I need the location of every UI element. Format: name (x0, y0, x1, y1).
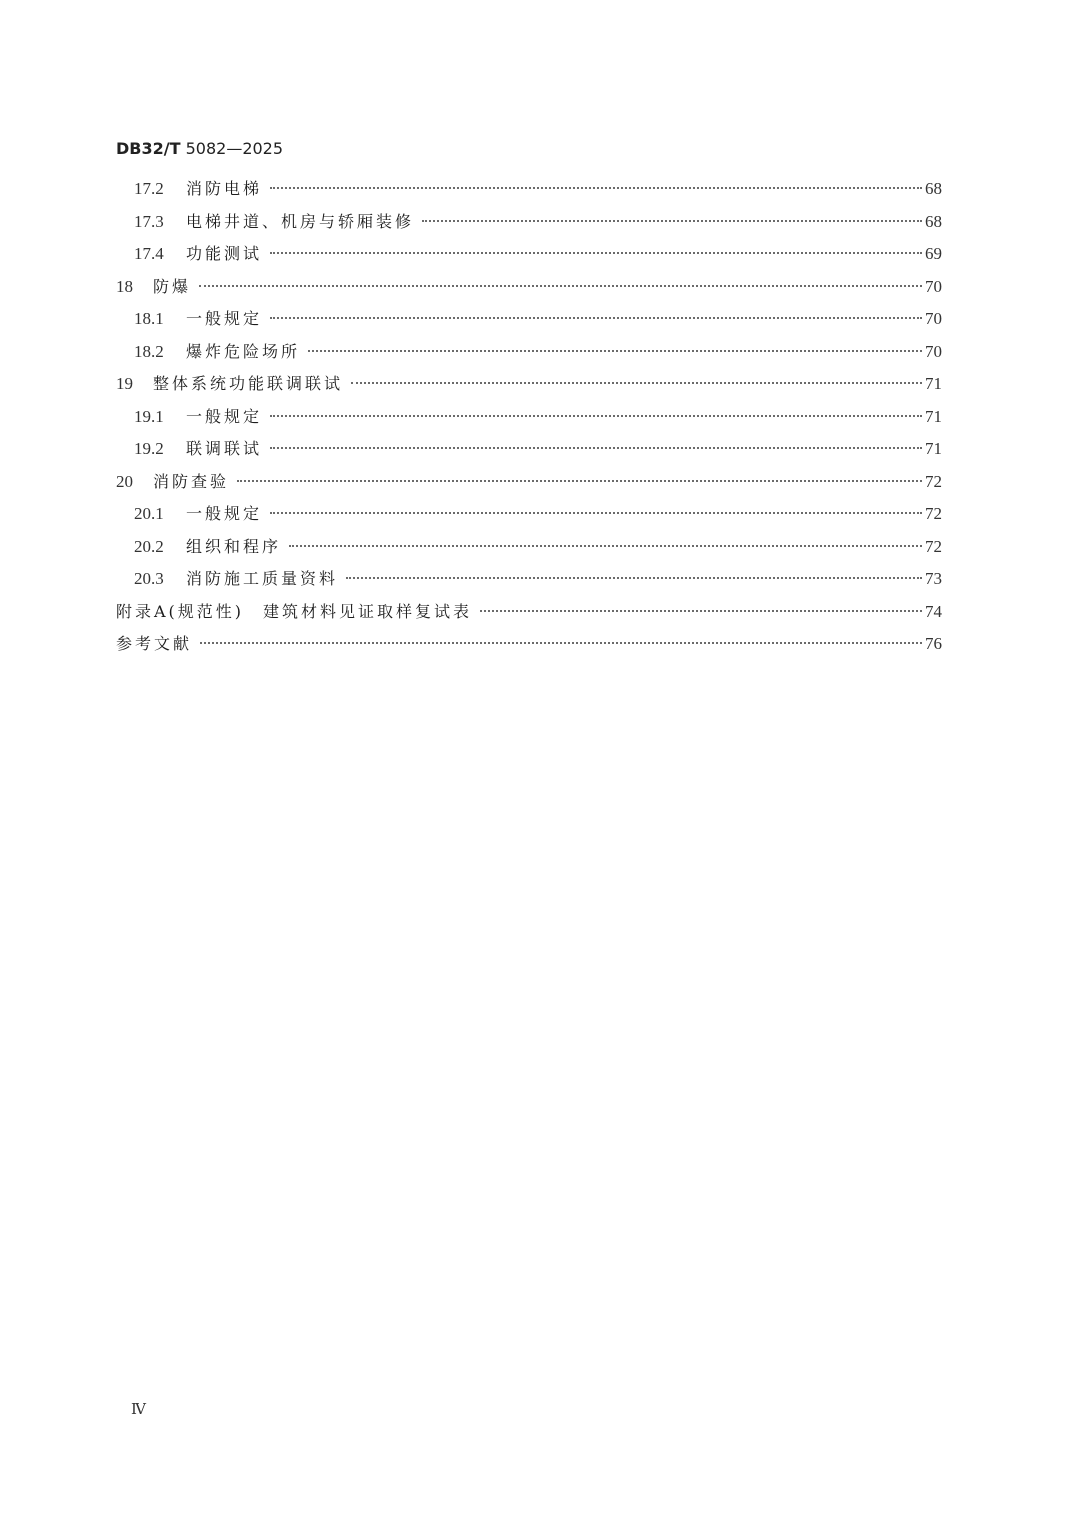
dot-leader (422, 219, 922, 222)
toc-entry-page: 71 (925, 439, 942, 458)
toc-entry-number: 19.1 (134, 406, 164, 426)
toc-entry[interactable] (116, 339, 942, 372)
toc-entry[interactable] (116, 469, 942, 502)
document-code (116, 138, 283, 160)
toc-entry-page: 71 (925, 374, 942, 393)
toc-entry-number: 17.3 (134, 211, 164, 231)
page-number: Ⅳ (131, 1402, 146, 1418)
toc-entry-title: 爆炸危险场所 (186, 341, 301, 361)
toc-entry-title: 功能测试 (186, 244, 263, 263)
toc-entry-page: 72 (925, 504, 942, 523)
toc-entry-title: 消防查验 (153, 471, 230, 491)
toc-entry[interactable] (116, 501, 942, 534)
toc-entry[interactable] (116, 436, 942, 469)
toc-entry-number: 18.2 (134, 341, 164, 361)
toc-entry-page: 69 (925, 244, 942, 263)
toc-entry[interactable] (116, 176, 942, 209)
dot-leader (480, 609, 922, 612)
toc-entry-page: 72 (925, 471, 942, 491)
toc-entry-number: 20.3 (134, 569, 164, 588)
toc-entry-number: 18.1 (134, 309, 164, 328)
toc-entry-number: 19.2 (134, 439, 164, 458)
dot-leader (200, 641, 922, 644)
toc-entry-page: 74 (925, 601, 942, 621)
toc-entry-page: 68 (925, 179, 942, 198)
toc-entry[interactable] (116, 274, 942, 307)
toc-entry[interactable] (116, 306, 942, 339)
toc-entry-page: 70 (925, 276, 942, 296)
dot-leader (308, 349, 922, 352)
toc-entry[interactable] (116, 209, 942, 242)
toc-entry[interactable] (116, 631, 942, 664)
dot-leader (270, 316, 922, 319)
toc-entry-number: 17.4 (134, 244, 164, 263)
dot-leader (289, 544, 922, 547)
toc-entry-title: 整体系统功能联调联试 (153, 374, 344, 393)
toc-entry-title: 联调联试 (186, 439, 263, 458)
dot-leader (270, 446, 922, 449)
toc-entry[interactable] (116, 534, 942, 567)
toc-entry-title: 电梯井道、机房与轿厢装修 (186, 211, 415, 231)
toc-entry-number: 20.2 (134, 536, 164, 556)
toc-entry-title: 一般规定 (186, 406, 263, 426)
toc-entry-page: 76 (925, 634, 942, 653)
toc-entry-title: 消防电梯 (186, 179, 263, 198)
toc-entry-number: 20.1 (134, 504, 164, 523)
table-of-contents (116, 176, 942, 664)
toc-entry[interactable] (116, 599, 942, 632)
toc-entry-title: 消防施工质量资料 (186, 569, 339, 588)
dot-leader (199, 284, 922, 287)
dot-leader (346, 576, 922, 579)
toc-entry[interactable] (116, 404, 942, 437)
toc-entry-page: 73 (925, 569, 942, 588)
toc-entry-number: 17.2 (134, 179, 164, 198)
toc-entry-number: 20 (116, 471, 133, 491)
dot-leader (270, 186, 922, 189)
toc-entry-title: 附录A(规范性) 建筑材料见证取样复试表 (116, 601, 473, 621)
toc-entry-page: 70 (925, 309, 942, 328)
toc-entry-page: 72 (925, 536, 942, 556)
standard-number: 5082—2025 (185, 139, 284, 158)
toc-entry-page: 68 (925, 211, 942, 231)
dot-leader (270, 511, 922, 514)
dot-leader (351, 381, 922, 384)
toc-entry-page: 70 (925, 341, 942, 361)
toc-entry-title: 防爆 (153, 276, 192, 296)
dot-leader (270, 414, 922, 417)
standard-prefix: DB32/T (116, 139, 181, 158)
toc-entry-number: 19 (116, 374, 133, 393)
toc-entry-title: 组织和程序 (186, 536, 282, 556)
toc-entry[interactable] (116, 371, 942, 404)
toc-entry-title: 参考文献 (116, 634, 193, 653)
toc-entry[interactable] (116, 566, 942, 599)
toc-entry-title: 一般规定 (186, 309, 263, 328)
toc-entry-title: 一般规定 (186, 504, 263, 523)
toc-entry-number: 18 (116, 276, 133, 296)
toc-entry-page: 71 (925, 406, 942, 426)
dot-leader (270, 251, 922, 254)
toc-entry[interactable] (116, 241, 942, 274)
dot-leader (237, 479, 922, 482)
